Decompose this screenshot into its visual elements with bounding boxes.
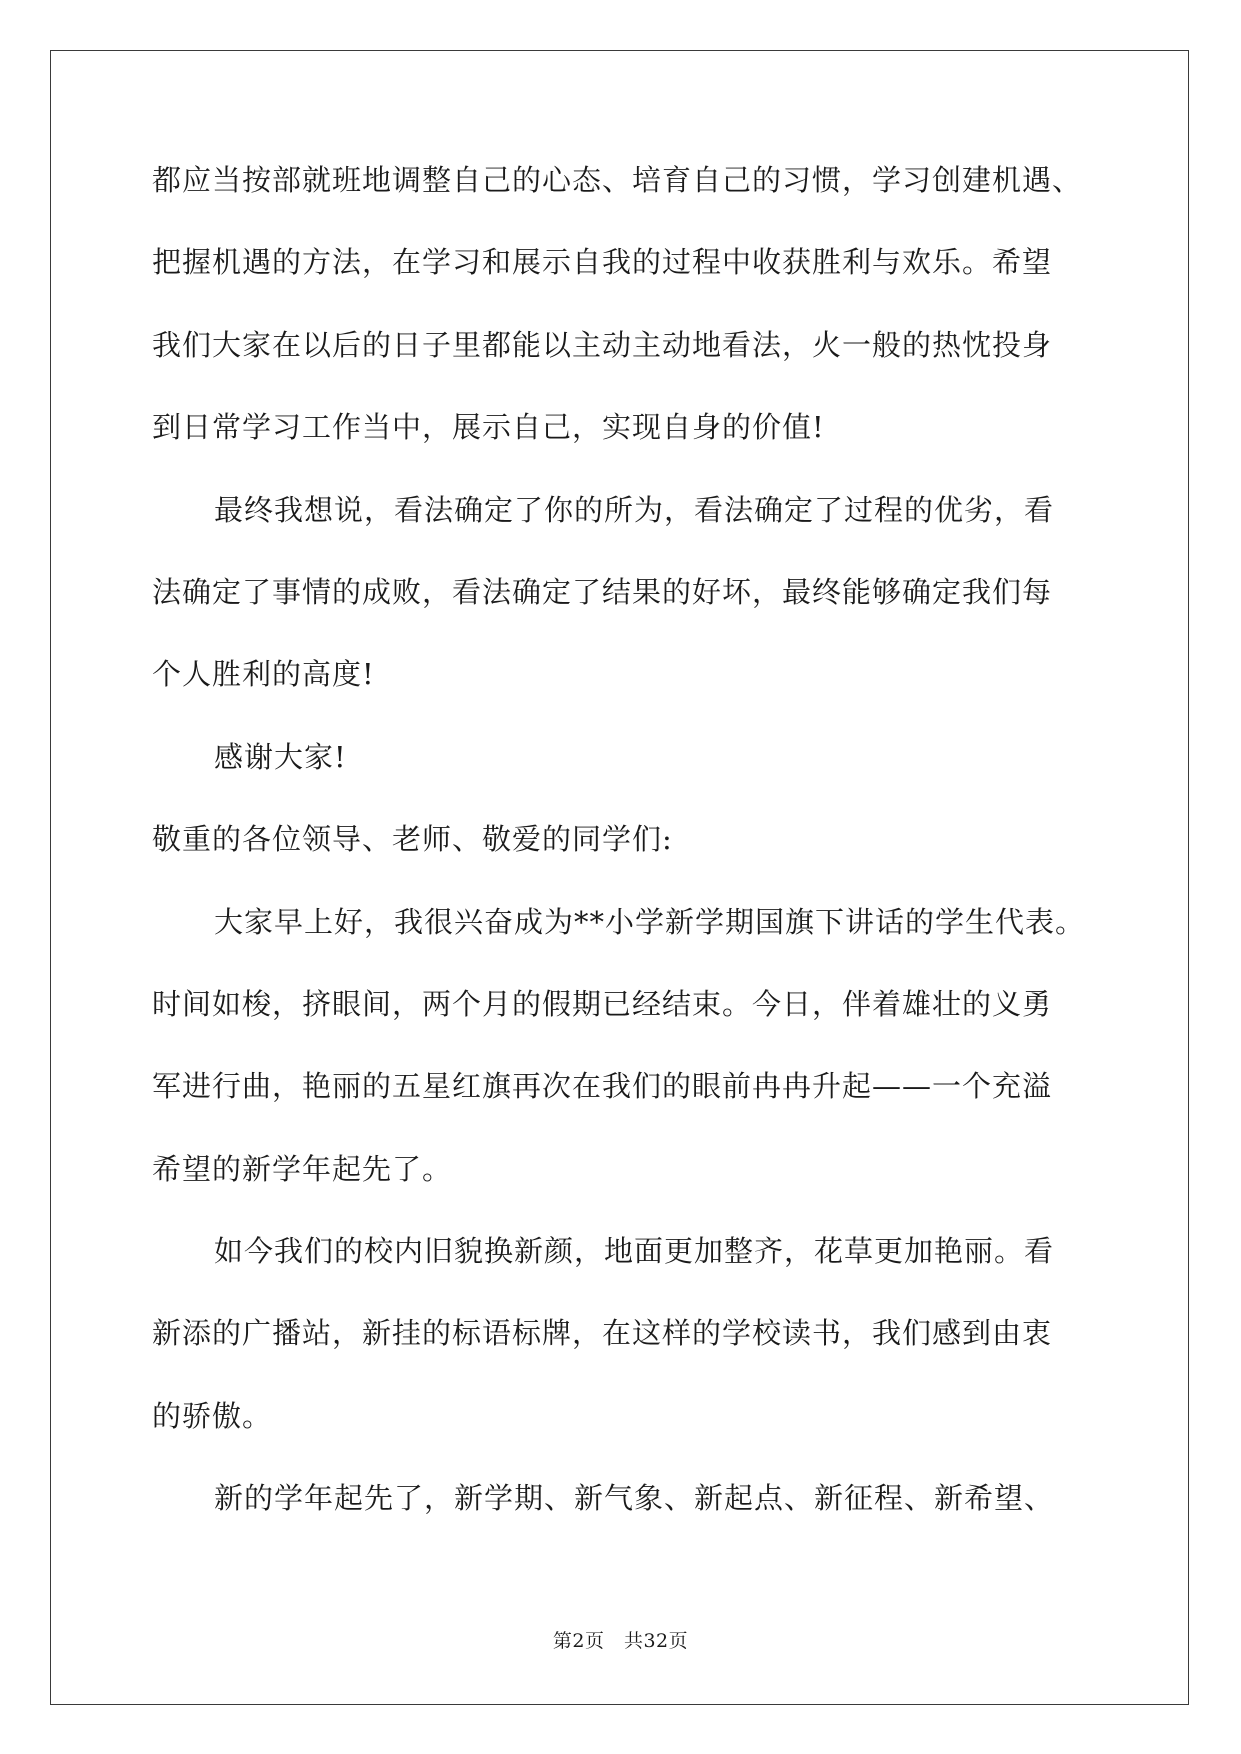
text-line-3: 我们大家在以后的日子里都能以主动主动地看法，火一般的热忱投身 xyxy=(152,327,1053,362)
text-line-5: 最终我想说，看法确定了你的所为，看法确定了过程的优劣，看 xyxy=(214,492,1055,527)
text-line-11: 时间如梭，挤眼间，两个月的假期已经结束。今日，伴着雄壮的义勇 xyxy=(152,986,1053,1021)
text-line-16: 的骄傲。 xyxy=(152,1398,273,1433)
text-line-17: 新的学年起先了，新学期、新气象、新起点、新征程、新希望、 xyxy=(214,1481,1055,1516)
page-number-footer: 第2页 共32页 xyxy=(552,1630,689,1652)
text-line-14: 如今我们的校内旧貌换新颜，地面更加整齐，花草更加艳丽。看 xyxy=(214,1234,1055,1269)
text-line-2: 把握机遇的方法，在学习和展示自我的过程中收获胜利与欢乐。希望 xyxy=(152,245,1053,280)
text-line-15: 新添的广播站，新挂的标语标牌，在这样的学校读书，我们感到由衷 xyxy=(152,1316,1053,1351)
text-line-4: 到日常学习工作当中，展示自己，实现自身的价值! xyxy=(152,410,825,445)
text-line-7: 个人胜利的高度! xyxy=(152,657,375,692)
text-line-1: 都应当按部就班地调整自己的心态、培育自己的习惯，学习创建机遇、 xyxy=(152,163,1083,197)
text-line-9: 敬重的各位领导、老师、敬爱的同学们: xyxy=(152,822,673,857)
text-line-6: 法确定了事情的成败，看法确定了结果的好坏，最终能够确定我们每 xyxy=(152,574,1053,609)
text-line-10: 大家早上好，我很兴奋成为**小学新学期国旗下讲话的学生代表。 xyxy=(214,904,1086,939)
document-body xyxy=(152,160,1092,1561)
text-line-13: 希望的新学年起先了。 xyxy=(152,1151,453,1186)
text-line-12: 军进行曲，艳丽的五星红旗再次在我们的眼前冉冉升起——一个充溢 xyxy=(152,1069,1053,1104)
text-line-8: 感谢大家! xyxy=(214,739,347,774)
